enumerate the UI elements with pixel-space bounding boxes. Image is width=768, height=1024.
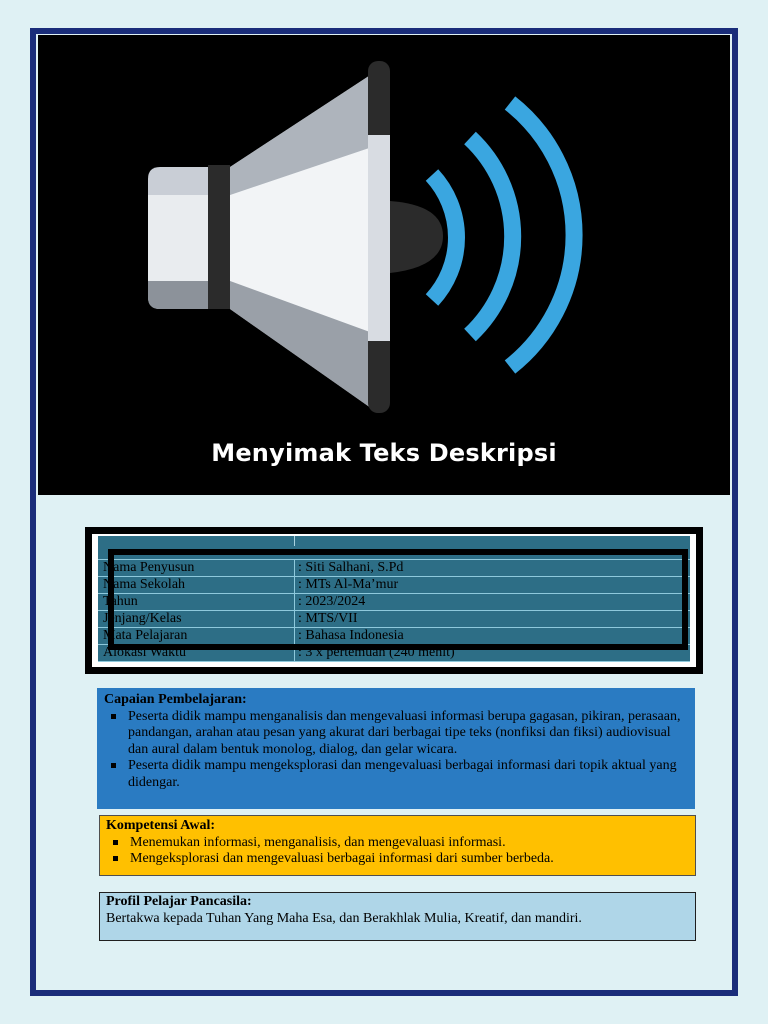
list-item [106,835,689,852]
bullet-icon [111,714,116,719]
kompetensi-heading: Kompetensi Awal: [106,818,216,833]
info-label: Alokasi Waktu [103,645,186,660]
cover-banner [38,35,730,495]
info-table-panel [98,536,690,662]
info-label: Nama Sekolah [103,577,186,592]
bullet-icon [113,856,118,861]
info-value: : 3 x pertemuan (240 menit) [298,645,455,660]
profil-pelajar-box [99,892,696,941]
list-item [104,758,689,791]
profil-heading: Profil Pelajar Pancasila: [106,894,252,909]
speaker-volume-icon [38,35,730,495]
info-label: Jenjang/Kelas [103,611,182,626]
info-value: : MTS/VII [298,611,358,626]
list-item-text: Mengeksplorasi dan mengevaluasi berbagai informasi dari sumber berbeda. [130,851,554,866]
info-label: Mata Pelajaran [103,628,188,643]
bullet-icon [113,840,118,845]
info-label: Nama Penyusun [103,560,195,575]
profil-text: Bertakwa kepada Tuhan Yang Maha Esa, dan Berakhlak Mulia, Kreatif, dan mandiri. [106,910,582,926]
list-item [104,709,689,759]
capaian-heading: Capaian Pembelajaran: [104,692,247,707]
info-value: : 2023/2024 [298,594,366,609]
list-item [106,851,689,868]
list-item-text: Peserta didik mampu menganalisis dan mengevaluasi informasi berupa gagasan, pikiran, perasaan, pandangan, arahan atau pesan yang akurat dari berbagai tipe teks (nonfiksi dan fiksi) audiovisual dan aural dalam bentuk monolog, dialog, dan gelar wicara. [128,708,681,757]
cover-title: Menyimak Teks Deskripsi [211,439,557,467]
list-item-text: Menemukan informasi, menganalisis, dan mengevaluasi informasi. [130,834,506,850]
info-divider [294,536,295,546]
kompetensi-list [106,835,689,868]
list-item-text: Peserta didik mampu mengeksplorasi dan mengevaluasi berbagai informasi dari topik aktual yang didengar. [128,758,677,790]
info-value: : MTs Al-Ma’mur [298,577,399,592]
kompetensi-awal-box [99,815,696,876]
capaian-list [104,709,689,792]
info-frame [85,527,703,674]
info-decor-frame [108,549,688,650]
capaian-pembelajaran-box [97,688,695,809]
info-value: : Bahasa Indonesia [298,628,404,643]
info-value: : Siti Salhani, S.Pd [298,560,404,575]
info-label: Tahun [103,594,138,609]
bullet-icon [111,763,116,768]
